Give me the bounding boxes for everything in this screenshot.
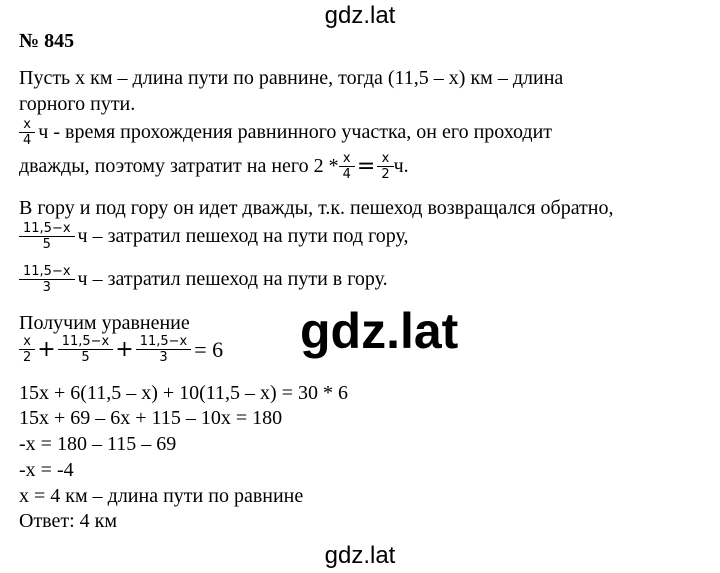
equation-rhs: = 6 xyxy=(194,336,224,362)
text-line: Пусть х км – длина пути по равнине, тогда (11,5 – х) км – длина xyxy=(19,67,564,89)
fraction: $\frac{11,5-x}{3}$ xyxy=(21,264,73,295)
fraction: $\frac{11,5-x}{5}$ xyxy=(60,334,112,365)
watermark-bottom: gdz.lat xyxy=(324,542,396,569)
text-line: Получим уравнение xyxy=(19,312,190,334)
text-line-with-fraction xyxy=(19,117,552,148)
plus-sign: + xyxy=(115,337,134,362)
text-line-with-fraction xyxy=(19,221,409,252)
text-line-with-fraction xyxy=(19,151,409,182)
text-line: горного пути. xyxy=(19,93,136,115)
fraction: $\frac{11,5-x}{3}$ xyxy=(138,334,190,365)
text-segment: ч. xyxy=(393,155,409,177)
text-segment: ч – затратил пешеход на пути под гору, xyxy=(77,225,409,247)
fraction: $\frac{11,5-x}{5}$ xyxy=(21,221,73,252)
fraction: $\frac{x}{2}$ xyxy=(379,151,391,182)
plus-sign: + xyxy=(37,337,56,362)
watermark-middle: gdz.lat xyxy=(300,303,459,359)
text-line: x = 4 км – длина пути по равнине xyxy=(19,485,304,507)
fraction: $\frac{x}{2}$ xyxy=(21,334,33,365)
text-segment: ч - время прохождения равнинного участка, он его проходит xyxy=(38,121,553,143)
equation-line xyxy=(19,334,223,365)
problem-number: № 845 xyxy=(19,30,75,52)
text-line: -x = 180 – 115 – 69 xyxy=(19,433,177,455)
text-segment: ч – затратил пешеход на пути в гору. xyxy=(77,268,388,290)
text-line: 15x + 6(11,5 – x) + 10(11,5 – x) = 30 * 6 xyxy=(19,382,348,404)
text-line: 15x + 69 – 6x + 115 – 10x = 180 xyxy=(19,407,283,429)
text-line: Ответ: 4 км xyxy=(19,510,118,532)
text-line-with-fraction xyxy=(19,264,388,295)
equals-sign: = xyxy=(356,154,376,179)
text-line: -x = -4 xyxy=(19,459,74,481)
watermark-top: gdz.lat xyxy=(324,2,396,29)
text-segment: дважды, поэтому затратит на него 2 * xyxy=(19,155,339,177)
text-line: В гору и под гору он идет дважды, т.к. пешеход возвращался обратно, xyxy=(19,197,614,219)
fraction: $\frac{x}{4}$ xyxy=(21,117,33,148)
fraction: $\frac{x}{4}$ xyxy=(341,151,353,182)
